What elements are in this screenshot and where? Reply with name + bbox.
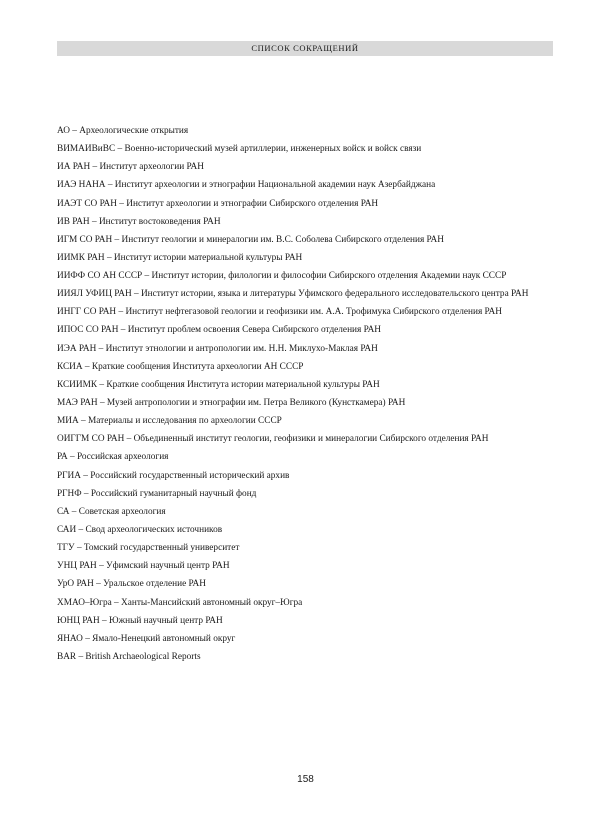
abbreviation-entry: ОИГГМ СО РАН – Объединенный институт геологии, геофизики и минералогии Сибирского отделения РАН: [57, 434, 489, 445]
abbreviation-entry: УрО РАН – Уральское отделение РАН: [57, 579, 206, 590]
abbreviation-entry: РА – Российская археология: [57, 452, 169, 463]
abbreviation-entry: BAR – British Archaeological Reports: [57, 651, 201, 662]
abbreviation-list: [57, 126, 553, 670]
abbreviation-entry: САИ – Свод археологических источников: [57, 524, 223, 535]
abbreviation-entry: ИИМК РАН – Институт истории материальной культуры РАН: [57, 252, 303, 263]
abbreviation-entry: ИИФФ СО АН СССР – Институт истории, филологии и философии Сибирского отделения Академии наук СССР: [57, 271, 507, 282]
abbreviation-entry: РГИА – Российский государственный исторический архив: [57, 470, 290, 481]
abbreviation-entry: ИА РАН – Институт археологии РАН: [57, 162, 204, 173]
abbreviation-entry: ИАЭ НАНА – Институт археологии и этнографии Национальной академии наук Азербайджана: [57, 180, 436, 191]
abbreviation-entry: КСИА – Краткие сообщения Института археологии АН СССР: [57, 361, 304, 372]
abbreviation-entry: ИПОС СО РАН – Институт проблем освоения Севера Сибирского отделения РАН: [57, 325, 382, 336]
abbreviation-entry: ИГМ СО РАН – Институт геологии и минералогии им. В.С. Соболева Сибирского отделения РАН: [57, 234, 444, 245]
abbreviation-entry: РГНФ – Российский гуманитарный научный фонд: [57, 488, 257, 499]
abbreviation-entry: ВИМАИВиВС – Военно-исторический музей артиллерии, инженерных войск и войск связи: [57, 144, 422, 155]
abbreviation-entry: ИАЭТ СО РАН – Институт археологии и этнографии Сибирского отделения РАН: [57, 198, 379, 209]
abbreviation-entry: СА – Советская археология: [57, 506, 166, 517]
abbreviation-entry: АО – Археологические открытия: [57, 126, 189, 136]
abbreviation-entry: ИИЯЛ УФИЦ РАН – Институт истории, языка и литературы Уфимского федерального исследовательского центра РАН: [57, 289, 529, 300]
abbreviation-entry: ИНГГ СО РАН – Институт нефтегазовой геологии и геофизики им. А.А. Трофимука Сибирского отделения РАН: [57, 307, 502, 318]
abbreviation-entry: УНЦ РАН – Уфимский научный центр РАН: [57, 561, 230, 572]
abbreviation-entry: ХМАО–Югра – Ханты-Мансийский автономный округ–Югра: [57, 597, 303, 608]
section-title: СПИСОК СОКРАЩЕНИЙ: [251, 43, 359, 54]
abbreviation-entry: ТГУ – Томский государственный университет: [57, 543, 240, 554]
section-header-bar: [57, 41, 553, 56]
page-number: 158: [297, 774, 314, 785]
abbreviation-entry: ИВ РАН – Институт востоковедения РАН: [57, 216, 221, 227]
abbreviation-entry: МИА – Материалы и исследования по археологии СССР: [57, 416, 282, 427]
abbreviation-entry: ЮНЦ РАН – Южный научный центр РАН: [57, 615, 223, 626]
abbreviation-entry: МАЭ РАН – Музей антропологии и этнографии им. Петра Великого (Кунсткамера) РАН: [57, 397, 406, 408]
abbreviation-entry: ИЭА РАН – Институт этнологии и антропологии им. Н.Н. Миклухо-Маклая РАН: [57, 343, 378, 354]
abbreviation-entry: ЯНАО – Ямало-Ненецкий автономный округ: [57, 633, 236, 644]
abbreviation-entry: КСИИМК – Краткие сообщения Института истории материальной культуры РАН: [57, 379, 380, 390]
